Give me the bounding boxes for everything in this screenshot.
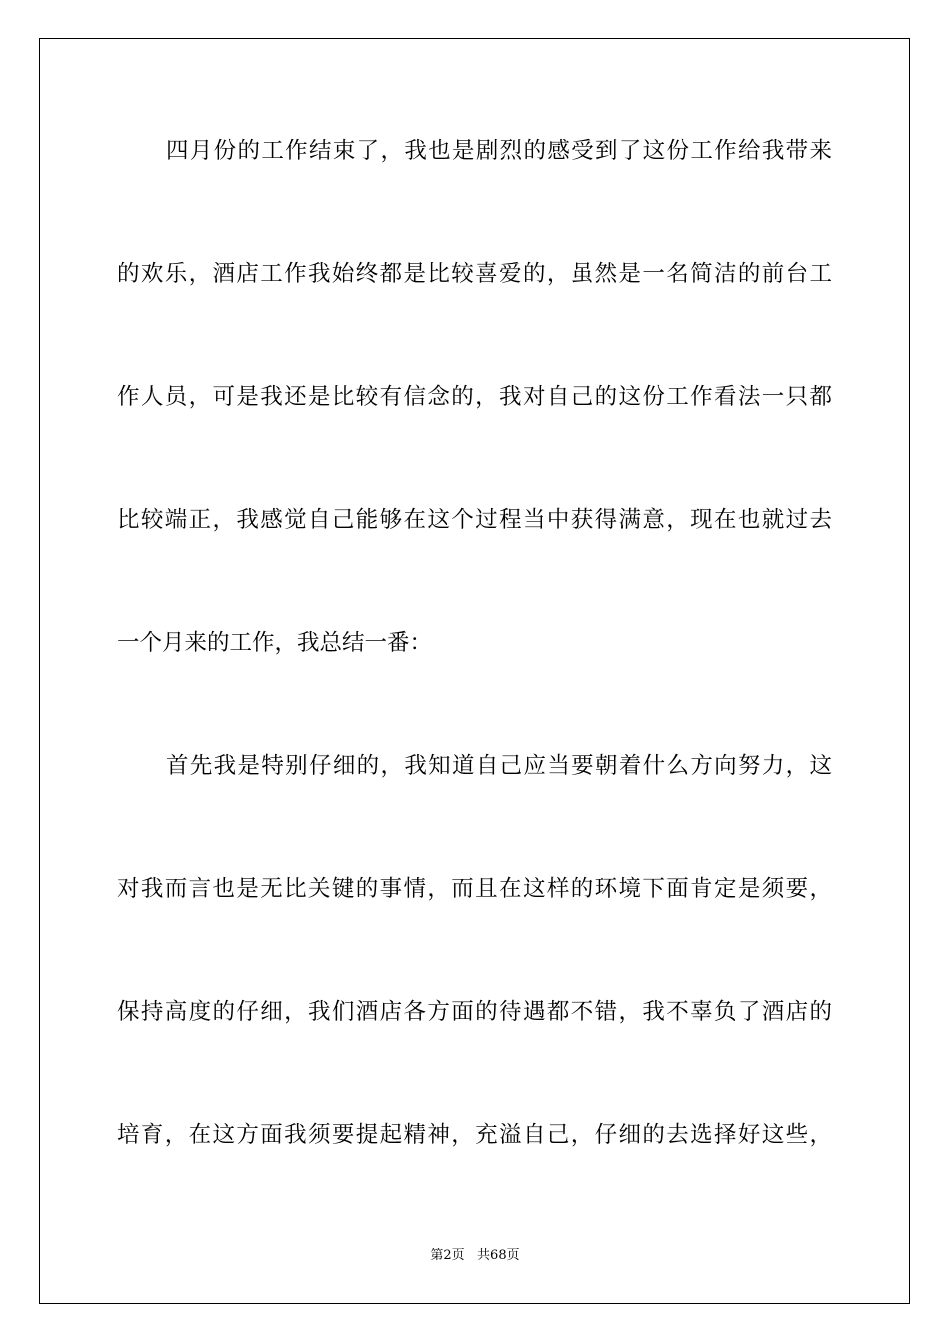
paragraph-line: 首先我是特别仔细的，我知道自己应当要朝着什么方向努力，这: [166, 753, 832, 779]
paragraph-line: 四月份的工作结束了，我也是剧烈的感受到了这份工作给我带来: [166, 138, 832, 164]
paragraph-line: 的欢乐，酒店工作我始终都是比较喜爱的，虽然是一名简洁的前台工: [117, 261, 832, 287]
page-border: [39, 38, 910, 1304]
paragraph-line: 对我而言也是无比关键的事情，而且在这样的环境下面肯定是须要，: [117, 876, 832, 902]
page-number-footer: 第2页 共68页: [430, 1248, 520, 1263]
paragraph-line: 培育，在这方面我须要提起精神，充溢自己，仔细的去选择好这些，: [117, 1122, 832, 1148]
paragraph-line: 比较端正，我感觉自己能够在这个过程当中获得满意，现在也就过去: [117, 507, 832, 533]
paragraph-line: 作人员，可是我还是比较有信念的，我对自己的这份工作看法一只都: [117, 384, 832, 410]
paragraph-line: 保持高度的仔细，我们酒店各方面的待遇都不错，我不辜负了酒店的: [117, 999, 832, 1025]
paragraph-line: 一个月来的工作，我总结一番：: [117, 630, 433, 656]
